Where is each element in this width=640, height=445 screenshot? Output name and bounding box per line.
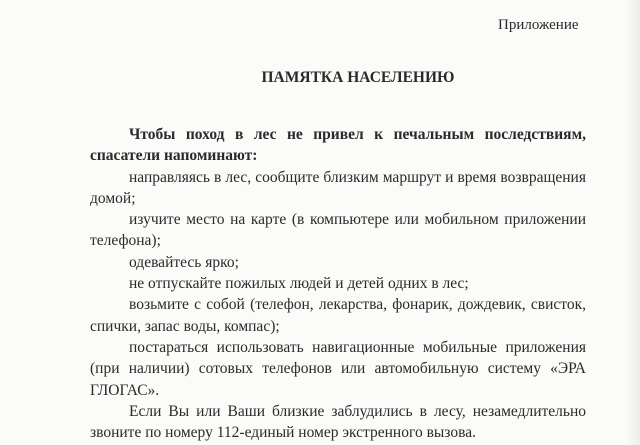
appendix-label: Приложение (498, 17, 579, 33)
closing-paragraph: Если Вы или Ваши близкие заблудились в лесу, незамедлительно звоните по номеру 112-единый номер экстренного вызова. (90, 402, 586, 442)
list-item: постараться использовать навигационные мобильные приложения (при наличии) сотовых телефонов или автомобильную систему «ЭРА ГЛОГАС». (90, 338, 586, 399)
document-body (90, 124, 586, 443)
scan-edge-shadow (626, 0, 640, 445)
list-item: направляясь в лес, сообщите близким маршрут и время возвращения домой; (90, 168, 586, 207)
list-item: одевайтесь ярко; (129, 253, 239, 271)
document-title: ПАМЯТКА НАСЕЛЕНИЮ (261, 69, 455, 86)
list-item: возьмите с собой (телефон, лекарства, фонарик, дождевик, свисток, спички, запас воды, компас); (90, 296, 586, 335)
list-item: изучите место на карте (в компьютере или мобильном приложении телефона); (90, 211, 586, 250)
list-item: не отпускайте пожилых людей и детей одних в лес; (129, 275, 469, 293)
intro-paragraph: Чтобы поход в лес не привел к печальным последствиям, спасатели напоминают: (90, 126, 586, 165)
